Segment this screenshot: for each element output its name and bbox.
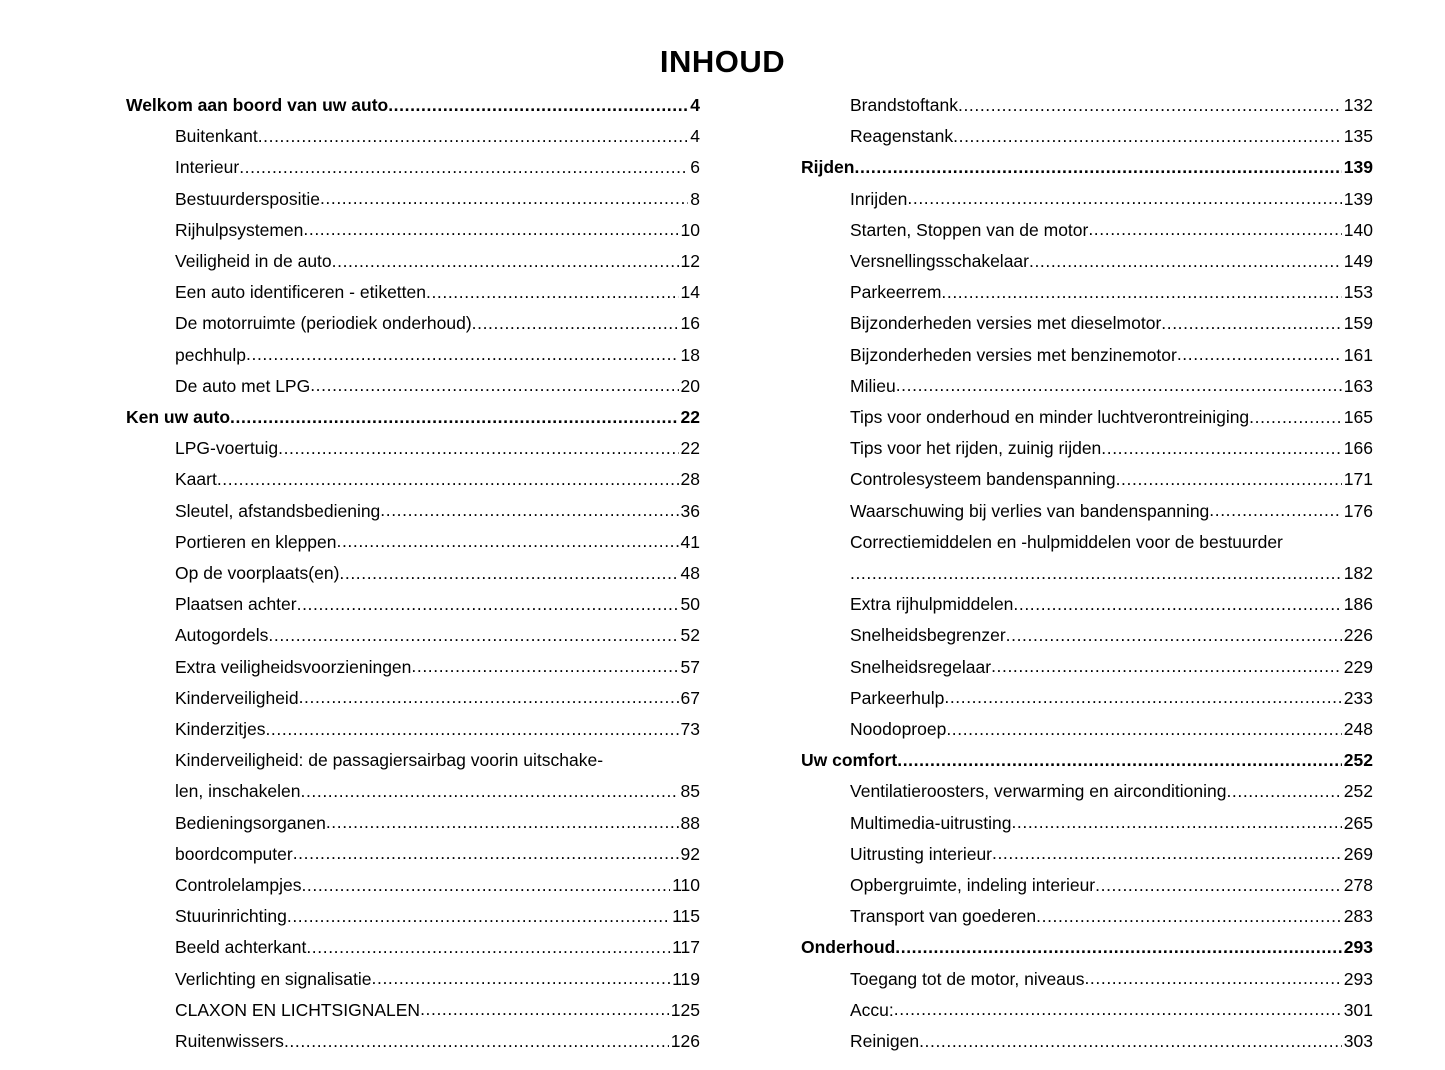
toc-leader-dots: [372, 963, 671, 994]
toc-leader-dots: [1209, 495, 1342, 526]
toc-leader-dots: [306, 932, 670, 963]
toc-entry[interactable]: [850, 589, 1373, 620]
toc-entry[interactable]: [850, 964, 1373, 995]
toc-entry-page: 161: [1343, 344, 1373, 365]
toc-entry-page: 132: [1343, 95, 1373, 115]
toc-entry[interactable]: [175, 776, 700, 807]
toc-entry-page: 50: [680, 594, 700, 615]
toc-leader-dots: [1084, 963, 1341, 994]
toc-leader-dots: [284, 1026, 669, 1057]
toc-entry-page: 4: [690, 95, 700, 115]
toc-leader-dots: [246, 339, 678, 370]
toc-entry-label: Reagenstank: [850, 126, 954, 147]
toc-entry[interactable]: [126, 402, 700, 433]
toc-entry-label: LPG-voertuig: [175, 438, 279, 459]
toc-entry-page: 48: [680, 563, 700, 584]
toc-entry[interactable]: [850, 277, 1373, 308]
toc-entry-page: 125: [670, 999, 700, 1020]
toc-leader-dots: [310, 370, 678, 401]
toc-entry-label: Controlesysteem bandenspanning: [850, 469, 1116, 490]
toc-entry-page: 163: [1343, 375, 1373, 396]
toc-leader-dots: [301, 870, 670, 901]
toc-entry-label: Bijzonderheden versies met benzinemotor: [850, 344, 1177, 365]
toc-entry-label: Extra rijhulpmiddelen: [850, 594, 1014, 615]
toc-entry-label: Ventilatieroosters, verwarming en airconditioning: [850, 781, 1227, 802]
toc-entry[interactable]: [175, 527, 700, 558]
toc-entry-page: 278: [1343, 875, 1373, 896]
toc-entry-label: Waarschuwing bij verlies van bandenspanning: [850, 500, 1210, 521]
toc-entry-label: Extra veiligheidsvoorzieningen: [175, 656, 412, 677]
toc-entry[interactable]: [850, 184, 1373, 215]
toc-entry[interactable]: [175, 652, 700, 683]
toc-entry-label: Transport van goederen: [850, 906, 1037, 927]
toc-entry-label: Snelheidsbegrenzer: [850, 625, 1006, 646]
toc-leader-dots: [337, 526, 679, 557]
toc-entry-label: Verlichting en signalisatie: [175, 968, 372, 989]
toc-entry-label: Autogordels: [175, 625, 269, 646]
toc-leader-dots: [944, 682, 1341, 713]
toc-entry-label: Portieren en kleppen: [175, 531, 337, 552]
toc-entry-page: 165: [1343, 407, 1373, 428]
toc-entry-label: Rijhulpsystemen: [175, 219, 304, 240]
toc-entry-label: Veiligheid in de auto: [175, 251, 332, 272]
toc-entry-label: Inrijden: [850, 188, 908, 209]
toc-entry[interactable]: [175, 1026, 700, 1057]
toc-entry[interactable]: [850, 714, 1373, 745]
toc-entry-label: Buitenkant: [175, 126, 258, 147]
toc-entry-label: Ruitenwissers: [175, 1031, 284, 1052]
toc-entry-label: Snelheidsregelaar: [850, 656, 992, 677]
toc-entry[interactable]: [175, 308, 700, 339]
toc-leader-dots: [297, 589, 679, 620]
toc-entry-page: 229: [1343, 656, 1373, 677]
toc-entry[interactable]: [850, 870, 1373, 901]
toc-entry-page: 88: [680, 812, 700, 833]
toc-entry-page: 115: [672, 906, 700, 927]
toc-entry[interactable]: [175, 215, 700, 246]
toc-leader-dots: [268, 620, 678, 651]
toc-entry-label: De auto met LPG: [175, 375, 311, 396]
toc-entry[interactable]: [801, 745, 1373, 776]
toc-leader-dots: [946, 714, 1341, 745]
toc-entry[interactable]: [175, 683, 700, 714]
toc-leader-dots: [854, 152, 1341, 183]
toc-entry[interactable]: [175, 371, 700, 402]
toc-entry-label: De motorruimte (periodiek onderhoud): [175, 313, 472, 334]
toc-leader-dots: [388, 90, 688, 121]
toc-entry[interactable]: [850, 839, 1373, 870]
toc-entry-page: 14: [680, 282, 700, 303]
toc-leader-dots: [958, 90, 1342, 121]
toc-entry[interactable]: [850, 683, 1373, 714]
toc-leader-dots: [380, 495, 678, 526]
toc-entry[interactable]: [175, 620, 700, 651]
toc-leader-dots: [326, 807, 679, 838]
toc-entry-label: Starten, Stoppen van de motor: [850, 219, 1089, 240]
toc-entry-label: Multimedia-uitrusting: [850, 812, 1012, 833]
toc-entry-label: pechhulp: [175, 344, 247, 365]
toc-leader-dots: [332, 246, 679, 277]
toc-leader-dots: [320, 183, 688, 214]
toc-entry-page: 36: [680, 500, 700, 521]
toc-entry[interactable]: [175, 839, 700, 870]
toc-entry[interactable]: [175, 184, 700, 215]
toc-entry-label: Parkeerrem: [850, 282, 942, 303]
toc-entry[interactable]: [850, 652, 1373, 683]
toc-entry-label: Interieur: [175, 157, 240, 178]
toc-entry-page: 119: [672, 968, 700, 989]
toc-entry-label: Kinderzitjes: [175, 719, 266, 740]
toc-leader-dots: [1036, 901, 1342, 932]
toc-entry[interactable]: [175, 558, 700, 589]
toc-leader-dots: [896, 370, 1342, 401]
toc-leader-dots: [894, 994, 1342, 1025]
toc-entry[interactable]: [175, 995, 700, 1026]
toc-entry-page: 85: [680, 781, 700, 802]
toc-entry-page: 293: [1343, 937, 1373, 958]
toc-entry-page: 269: [1343, 843, 1373, 864]
toc-leader-dots: [1226, 776, 1341, 807]
toc-leader-dots: [895, 932, 1342, 963]
toc-column-left: [126, 90, 700, 1057]
toc-entry-page: 226: [1343, 625, 1373, 646]
toc-leader-dots: [1029, 246, 1342, 277]
toc-leader-dots: [1249, 402, 1342, 433]
toc-entry-label: Tips voor het rijden, zuinig rijden: [850, 438, 1102, 459]
toc-leader-dots: [265, 714, 678, 745]
toc-entry[interactable]: [850, 402, 1373, 433]
toc-leader-dots: [278, 433, 678, 464]
toc-entry-label: Een auto identificeren - etiketten: [175, 282, 426, 303]
toc-leader-dots: [907, 183, 1341, 214]
toc-entry-page: 233: [1343, 687, 1373, 708]
toc-entry-label: Tips voor onderhoud en minder luchtverontreiniging: [850, 407, 1250, 428]
toc-entry-page: 186: [1343, 594, 1373, 615]
toc-entry-page: 265: [1343, 812, 1373, 833]
toc-entry-page: 52: [680, 625, 700, 646]
toc-entry-label: Accu:: [850, 999, 894, 1020]
toc-leader-dots: [1095, 870, 1342, 901]
toc-entry[interactable]: [850, 1026, 1373, 1057]
toc-entry-label: Bestuurderspositie: [175, 188, 320, 209]
toc-columns: [0, 90, 1445, 1050]
toc-leader-dots: [426, 277, 679, 308]
toc-leader-dots: [420, 994, 669, 1025]
toc-entry-page: 57: [680, 656, 700, 677]
toc-entry-page: 176: [1343, 500, 1373, 521]
toc-entry-page: 41: [680, 531, 700, 552]
toc-entry[interactable]: [850, 995, 1373, 1026]
toc-leader-dots: [411, 651, 678, 682]
toc-entry-page: 12: [680, 251, 700, 272]
toc-entry-page: 73: [680, 719, 700, 740]
toc-leader-dots: [303, 214, 678, 245]
toc-entry-page: 139: [1343, 157, 1373, 178]
toc-entry-label: Brandstoftank: [850, 95, 958, 115]
toc-leader-dots: [258, 121, 689, 152]
toc-entry-page: 6: [690, 157, 700, 178]
toc-entry[interactable]: [850, 90, 1373, 121]
toc-entry-page: 293: [1343, 968, 1373, 989]
toc-entry[interactable]: [175, 496, 700, 527]
toc-entry-label: Toegang tot de motor, niveaus: [850, 968, 1085, 989]
toc-entry[interactable]: [175, 246, 700, 277]
toc-entry-label: Rijden: [801, 157, 855, 178]
toc-entry-page: 153: [1343, 282, 1373, 303]
toc-leader-dots: [1088, 214, 1341, 245]
toc-leader-dots: [941, 277, 1341, 308]
toc-entry[interactable]: [850, 246, 1373, 277]
toc-entry-label: Plaatsen achter: [175, 594, 297, 615]
toc-entry[interactable]: [175, 433, 700, 464]
toc-entry-label: CLAXON EN LICHTSIGNALEN: [175, 999, 421, 1020]
toc-entry-page: 22: [680, 407, 700, 428]
toc-entry[interactable]: [850, 620, 1373, 651]
toc-entry-page: 22: [680, 438, 700, 459]
page-title: INHOUD: [659, 43, 786, 79]
toc-entry[interactable]: [175, 277, 700, 308]
toc-entry[interactable]: [850, 558, 1373, 589]
toc-entry[interactable]: [175, 964, 700, 995]
toc-leader-dots: [239, 152, 688, 183]
toc-entry-page: 303: [1343, 1031, 1373, 1052]
toc-leader-dots: [1013, 589, 1341, 620]
toc-entry[interactable]: [175, 901, 700, 932]
toc-entry[interactable]: [850, 496, 1373, 527]
toc-entry[interactable]: [175, 870, 700, 901]
toc-entry-label: Bedieningsorganen: [175, 812, 326, 833]
toc-leader-dots: [953, 121, 1342, 152]
toc-entry-label: Correctiemiddelen en -hulpmiddelen voor de bestuurder: [850, 531, 1283, 552]
toc-entry-label: Milieu: [850, 375, 896, 396]
toc-entry-label: Reinigen: [850, 1031, 920, 1052]
toc-entry[interactable]: [850, 464, 1373, 495]
toc-entry-page: 10: [680, 219, 700, 240]
toc-leader-dots: [992, 838, 1342, 869]
toc-entry[interactable]: [850, 371, 1373, 402]
toc-entry-label: Opbergruimte, indeling interieur: [850, 875, 1096, 896]
toc-entry-page: 166: [1343, 438, 1373, 459]
toc-entry-page: 110: [672, 875, 700, 896]
toc-entry-page: 252: [1343, 781, 1373, 802]
toc-leader-dots: [230, 402, 679, 433]
toc-entry-label: Controlelampjes: [175, 875, 302, 896]
toc-entry[interactable]: [850, 308, 1373, 339]
toc-entry-page: 28: [680, 469, 700, 490]
toc-entry[interactable]: [175, 121, 700, 152]
toc-leader-dots: [991, 651, 1342, 682]
toc-leader-dots: [293, 838, 679, 869]
toc-entry[interactable]: [175, 340, 700, 371]
toc-entry-page: 248: [1343, 719, 1373, 740]
toc-entry-label: Kinderveiligheid: [175, 687, 299, 708]
toc-entry[interactable]: [175, 464, 700, 495]
toc-entry-page: 171: [1343, 469, 1373, 490]
toc-entry-label: Bijzonderheden versies met dieselmotor: [850, 313, 1162, 334]
toc-entry-page: 8: [690, 188, 700, 209]
toc-entry-label: Ken uw auto: [126, 407, 231, 428]
toc-entry-page: 139: [1343, 188, 1373, 209]
toc-entry-label: Kinderveiligheid: de passagiersairbag voorin uitschake-: [175, 750, 604, 771]
toc-entry[interactable]: [850, 433, 1373, 464]
toc-entry-page: 16: [680, 313, 700, 334]
toc-entry-page: 92: [680, 843, 700, 864]
toc-entry[interactable]: [850, 340, 1373, 371]
toc-leader-dots: [217, 464, 679, 495]
toc-entry-page: 4: [690, 126, 700, 147]
toc-entry[interactable]: [175, 808, 700, 839]
toc-entry-page: 252: [1343, 750, 1373, 771]
toc-leader-dots: [472, 308, 679, 339]
toc-leader-dots: [287, 901, 670, 932]
toc-entry-label: Kaart: [175, 469, 217, 490]
toc-entry-label: Noodoproep: [850, 719, 947, 740]
toc-entry[interactable]: [850, 808, 1373, 839]
toc-entry[interactable]: [801, 932, 1373, 963]
toc-leader-dots: [1116, 464, 1342, 495]
toc-entry-label: Versnellingsschakelaar: [850, 251, 1029, 272]
toc-entry-page: 159: [1343, 313, 1373, 334]
toc-leader-dots: [850, 558, 1342, 589]
toc-leader-dots: [919, 1026, 1342, 1057]
toc-entry-label: boordcomputer: [175, 843, 293, 864]
toc-entry[interactable]: [801, 152, 1373, 183]
toc-leader-dots: [1177, 339, 1342, 370]
toc-entry-page: 126: [670, 1031, 700, 1052]
toc-entry[interactable]: [850, 776, 1373, 807]
toc-entry-page: 149: [1343, 251, 1373, 272]
toc-entry-label: Beeld achterkant: [175, 937, 307, 958]
toc-leader-dots: [1011, 807, 1341, 838]
toc-entry-page: 67: [680, 687, 700, 708]
toc-leader-dots: [1161, 308, 1342, 339]
toc-entry-label: Uitrusting interieur: [850, 843, 992, 864]
toc-entry-page: 117: [672, 937, 700, 958]
toc-column-right: [801, 90, 1373, 1057]
toc-leader-dots: [301, 776, 679, 807]
toc-entry-page: 140: [1343, 219, 1373, 240]
toc-entry-label: Parkeerhulp: [850, 687, 945, 708]
toc-entry-label: Op de voorplaats(en): [175, 563, 340, 584]
toc-entry[interactable]: [175, 745, 700, 776]
toc-entry-label: Sleutel, afstandsbediening: [175, 500, 381, 521]
toc-entry-page: 20: [680, 375, 700, 396]
toc-entry-label: Welkom aan boord van uw auto: [126, 95, 389, 115]
toc-entry-label: Onderhoud: [801, 937, 896, 958]
toc-entry[interactable]: [850, 215, 1373, 246]
toc-leader-dots: [299, 682, 679, 713]
toc-entry-page: 182: [1343, 563, 1373, 584]
toc-entry[interactable]: [850, 121, 1373, 152]
toc-leader-dots: [339, 558, 678, 589]
toc-entry-label: Uw comfort: [801, 750, 898, 771]
toc-entry[interactable]: [850, 901, 1373, 932]
toc-leader-dots: [897, 745, 1342, 776]
toc-entry[interactable]: [175, 152, 700, 183]
toc-entry[interactable]: [850, 527, 1373, 558]
toc-entry-page: 283: [1343, 906, 1373, 927]
toc-entry-page: 301: [1343, 999, 1373, 1020]
toc-leader-dots: [1006, 620, 1342, 651]
toc-entry-page: 135: [1343, 126, 1373, 147]
toc-entry[interactable]: [126, 90, 700, 121]
toc-entry[interactable]: [175, 714, 700, 745]
toc-entry-label: len, inschakelen: [175, 781, 301, 802]
toc-entry-label: Stuurinrichting: [175, 906, 287, 927]
toc-entry[interactable]: [175, 932, 700, 963]
toc-entry-page: 18: [680, 344, 700, 365]
toc-entry[interactable]: [175, 589, 700, 620]
toc-leader-dots: [1101, 433, 1342, 464]
